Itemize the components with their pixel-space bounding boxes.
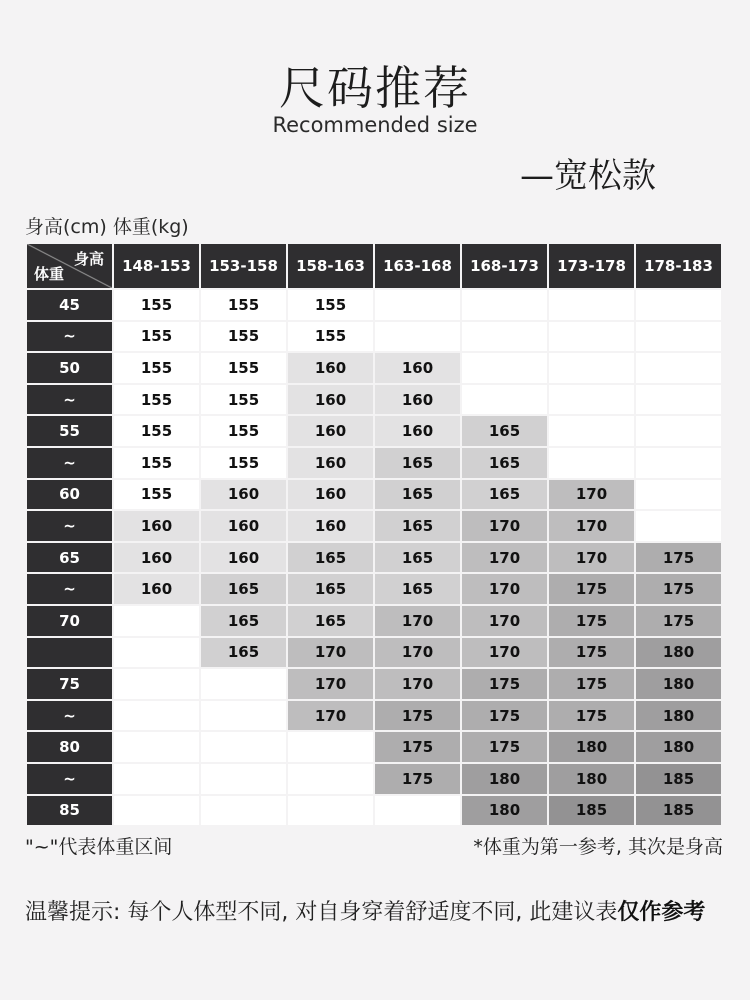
height-column-header: 148-153 bbox=[114, 244, 199, 288]
size-cell: 160 bbox=[288, 353, 373, 383]
size-cell bbox=[636, 353, 721, 383]
size-cell bbox=[549, 322, 634, 352]
tip-prefix: 温馨提示: 每个人体型不同, 对自身穿着舒适度不同, 此建议表 bbox=[25, 900, 618, 925]
size-cell bbox=[462, 385, 547, 415]
units-label: 身高(cm) 体重(kg) bbox=[25, 216, 189, 238]
size-cell: 160 bbox=[201, 511, 286, 541]
size-cell: 175 bbox=[549, 701, 634, 731]
size-cell: 170 bbox=[288, 638, 373, 668]
size-cell bbox=[549, 385, 634, 415]
size-cell: 175 bbox=[375, 764, 460, 794]
size-cell: 175 bbox=[462, 701, 547, 731]
size-cell: 160 bbox=[288, 385, 373, 415]
size-cell: 155 bbox=[114, 480, 199, 510]
size-cell: 175 bbox=[462, 669, 547, 699]
size-cell: 155 bbox=[114, 448, 199, 478]
size-cell: 180 bbox=[636, 638, 721, 668]
table-row bbox=[27, 480, 721, 510]
weight-row-header: 65 bbox=[27, 543, 112, 573]
size-cell bbox=[201, 732, 286, 762]
size-cell: 160 bbox=[114, 574, 199, 604]
size-cell: 165 bbox=[462, 480, 547, 510]
tip-emphasis: 仅作参考 bbox=[617, 900, 706, 925]
height-column-header: 168-173 bbox=[462, 244, 547, 288]
size-cell: 155 bbox=[201, 448, 286, 478]
size-cell: 170 bbox=[462, 543, 547, 573]
size-cell: 155 bbox=[201, 385, 286, 415]
size-cell: 185 bbox=[636, 796, 721, 826]
size-cell bbox=[375, 796, 460, 826]
weight-row-header: ~ bbox=[27, 764, 112, 794]
weight-row-header bbox=[27, 638, 112, 668]
weight-row-header: ~ bbox=[27, 574, 112, 604]
priority-note: *体重为第一参考, 其次是身高 bbox=[473, 836, 723, 858]
size-cell bbox=[549, 416, 634, 446]
size-cell: 165 bbox=[375, 448, 460, 478]
table-row bbox=[27, 796, 721, 826]
size-cell: 175 bbox=[549, 574, 634, 604]
table-row bbox=[27, 732, 721, 762]
size-cell bbox=[636, 511, 721, 541]
header-row bbox=[27, 244, 721, 288]
size-cell bbox=[114, 638, 199, 668]
size-cell: 170 bbox=[462, 511, 547, 541]
size-cell: 155 bbox=[114, 416, 199, 446]
size-cell: 160 bbox=[201, 480, 286, 510]
size-cell: 155 bbox=[201, 416, 286, 446]
size-cell: 180 bbox=[549, 764, 634, 794]
size-cell: 165 bbox=[462, 416, 547, 446]
size-cell: 170 bbox=[375, 606, 460, 636]
table-row bbox=[27, 448, 721, 478]
size-cell: 165 bbox=[462, 448, 547, 478]
size-cell: 175 bbox=[636, 574, 721, 604]
table-row bbox=[27, 701, 721, 731]
height-column-header: 173-178 bbox=[549, 244, 634, 288]
size-cell: 170 bbox=[288, 669, 373, 699]
size-cell bbox=[114, 796, 199, 826]
table-row bbox=[27, 606, 721, 636]
size-cell: 180 bbox=[636, 701, 721, 731]
size-cell: 165 bbox=[201, 606, 286, 636]
weight-row-header: ~ bbox=[27, 322, 112, 352]
size-cell bbox=[201, 669, 286, 699]
size-cell bbox=[636, 448, 721, 478]
weight-row-header: 60 bbox=[27, 480, 112, 510]
table-row bbox=[27, 322, 721, 352]
size-cell: 160 bbox=[114, 511, 199, 541]
size-cell: 165 bbox=[201, 638, 286, 668]
fit-type-label: —宽松款 bbox=[520, 156, 656, 196]
size-cell: 160 bbox=[288, 448, 373, 478]
size-cell: 160 bbox=[375, 353, 460, 383]
size-cell: 170 bbox=[375, 638, 460, 668]
size-cell: 165 bbox=[375, 574, 460, 604]
size-cell: 160 bbox=[288, 480, 373, 510]
size-cell: 160 bbox=[114, 543, 199, 573]
range-note: "~"代表体重区间 bbox=[25, 836, 173, 858]
size-cell bbox=[636, 385, 721, 415]
size-cell: 155 bbox=[201, 322, 286, 352]
size-cell: 175 bbox=[549, 638, 634, 668]
table-row bbox=[27, 638, 721, 668]
size-cell bbox=[636, 480, 721, 510]
size-cell bbox=[375, 290, 460, 320]
size-cell bbox=[201, 701, 286, 731]
weight-row-header: 70 bbox=[27, 606, 112, 636]
size-cell: 165 bbox=[288, 543, 373, 573]
weight-row-header: 45 bbox=[27, 290, 112, 320]
size-cell: 160 bbox=[288, 511, 373, 541]
table-row bbox=[27, 353, 721, 383]
height-column-header: 163-168 bbox=[375, 244, 460, 288]
page-subtitle: Recommended size bbox=[272, 113, 478, 137]
table-row bbox=[27, 669, 721, 699]
size-cell bbox=[114, 764, 199, 794]
table-row bbox=[27, 385, 721, 415]
size-cell: 170 bbox=[549, 543, 634, 573]
size-cell: 160 bbox=[375, 385, 460, 415]
size-cell: 175 bbox=[375, 701, 460, 731]
size-cell: 155 bbox=[114, 322, 199, 352]
size-cell: 175 bbox=[375, 732, 460, 762]
size-cell bbox=[114, 732, 199, 762]
weight-row-header: 55 bbox=[27, 416, 112, 446]
size-cell bbox=[288, 732, 373, 762]
size-cell: 155 bbox=[114, 290, 199, 320]
height-column-header: 158-163 bbox=[288, 244, 373, 288]
size-cell bbox=[636, 290, 721, 320]
size-cell: 170 bbox=[462, 574, 547, 604]
size-cell: 155 bbox=[114, 353, 199, 383]
size-cell: 170 bbox=[375, 669, 460, 699]
table-row bbox=[27, 764, 721, 794]
size-cell: 175 bbox=[636, 606, 721, 636]
size-cell: 165 bbox=[375, 543, 460, 573]
size-cell bbox=[636, 416, 721, 446]
size-cell: 165 bbox=[288, 606, 373, 636]
corner-height-label: 身高 bbox=[73, 250, 104, 268]
weight-row-header: ~ bbox=[27, 385, 112, 415]
size-cell: 175 bbox=[549, 669, 634, 699]
size-cell: 155 bbox=[114, 385, 199, 415]
size-cell bbox=[201, 764, 286, 794]
table-row bbox=[27, 574, 721, 604]
size-cell bbox=[114, 669, 199, 699]
size-cell: 165 bbox=[288, 574, 373, 604]
size-cell bbox=[288, 796, 373, 826]
size-cell bbox=[375, 322, 460, 352]
height-column-header: 178-183 bbox=[636, 244, 721, 288]
corner-cell bbox=[27, 244, 112, 288]
height-column-header: 153-158 bbox=[201, 244, 286, 288]
size-cell: 165 bbox=[375, 511, 460, 541]
size-cell: 155 bbox=[288, 290, 373, 320]
size-chart-body bbox=[27, 290, 721, 825]
page-title: 尺码推荐 bbox=[279, 61, 471, 115]
size-cell bbox=[636, 322, 721, 352]
table-row bbox=[27, 290, 721, 320]
size-cell: 180 bbox=[462, 796, 547, 826]
size-cell: 170 bbox=[549, 480, 634, 510]
table-row bbox=[27, 511, 721, 541]
size-cell: 175 bbox=[549, 606, 634, 636]
table-row bbox=[27, 416, 721, 446]
size-cell: 155 bbox=[201, 290, 286, 320]
size-cell bbox=[549, 353, 634, 383]
size-cell: 180 bbox=[462, 764, 547, 794]
size-cell: 185 bbox=[636, 764, 721, 794]
size-cell: 160 bbox=[375, 416, 460, 446]
size-cell: 180 bbox=[549, 732, 634, 762]
size-cell bbox=[201, 796, 286, 826]
size-cell: 165 bbox=[375, 480, 460, 510]
table-row bbox=[27, 543, 721, 573]
size-cell: 160 bbox=[201, 543, 286, 573]
size-cell: 170 bbox=[462, 638, 547, 668]
size-chart-table bbox=[25, 242, 723, 827]
size-cell bbox=[549, 290, 634, 320]
weight-row-header: 50 bbox=[27, 353, 112, 383]
corner-weight-label: 体重 bbox=[34, 265, 65, 283]
size-cell bbox=[549, 448, 634, 478]
size-cell bbox=[114, 701, 199, 731]
weight-row-header: 80 bbox=[27, 732, 112, 762]
weight-row-header: 75 bbox=[27, 669, 112, 699]
weight-row-header: 85 bbox=[27, 796, 112, 826]
size-cell bbox=[114, 606, 199, 636]
weight-row-header: ~ bbox=[27, 448, 112, 478]
size-cell: 170 bbox=[288, 701, 373, 731]
size-cell: 180 bbox=[636, 732, 721, 762]
tip-text bbox=[25, 895, 705, 926]
size-cell bbox=[462, 353, 547, 383]
size-cell: 180 bbox=[636, 669, 721, 699]
size-cell bbox=[288, 764, 373, 794]
size-cell: 175 bbox=[462, 732, 547, 762]
size-cell: 155 bbox=[201, 353, 286, 383]
size-cell bbox=[462, 322, 547, 352]
size-cell: 170 bbox=[549, 511, 634, 541]
size-cell: 165 bbox=[201, 574, 286, 604]
size-cell: 170 bbox=[462, 606, 547, 636]
size-cell: 185 bbox=[549, 796, 634, 826]
size-cell: 160 bbox=[288, 416, 373, 446]
weight-row-header: ~ bbox=[27, 511, 112, 541]
size-cell: 175 bbox=[636, 543, 721, 573]
size-cell: 155 bbox=[288, 322, 373, 352]
weight-row-header: ~ bbox=[27, 701, 112, 731]
size-cell bbox=[462, 290, 547, 320]
